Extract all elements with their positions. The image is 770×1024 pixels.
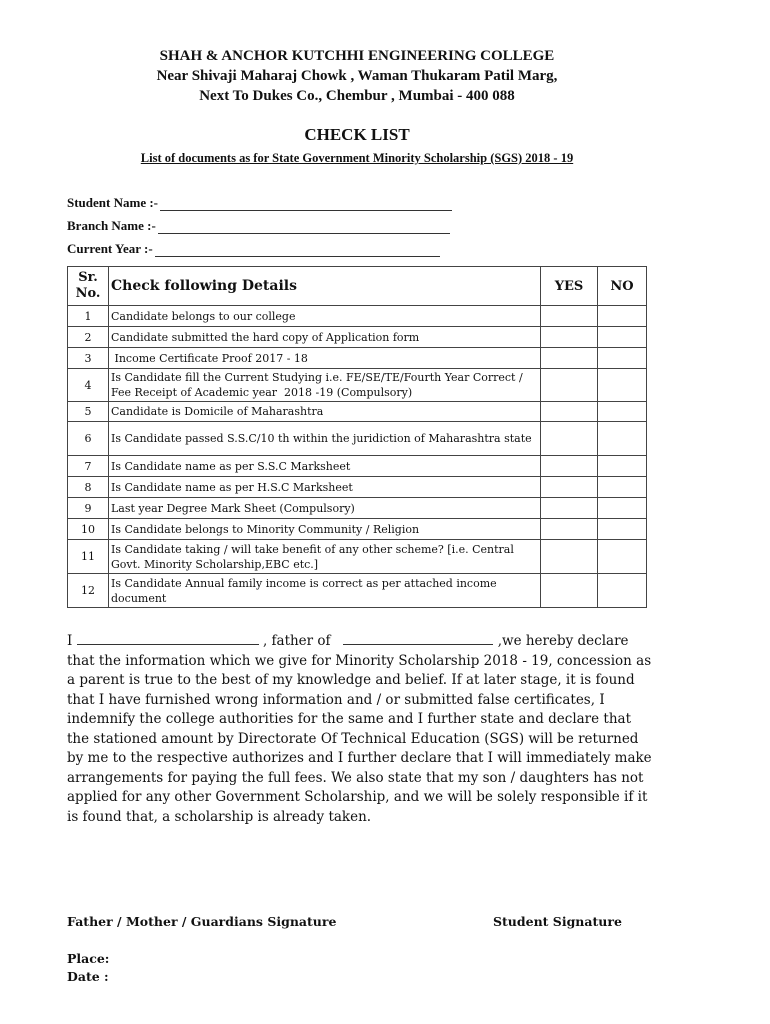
- table-row: [68, 402, 647, 422]
- no-checkbox-cell[interactable]: [598, 477, 647, 498]
- current-year-field[interactable]: [67, 234, 452, 257]
- table-row: [68, 369, 647, 402]
- no-checkbox-cell[interactable]: [598, 369, 647, 402]
- address-line-1: Near Shivaji Maharaj Chowk , Waman Thukaram Patil Marg,: [156, 68, 558, 84]
- row-detail: Is Candidate passed S.S.C/10 th within the juridiction of Maharashtra state: [109, 422, 541, 456]
- row-number: 9: [68, 498, 109, 519]
- guardian-signature-label: Father / Mother / Guardians Signature: [67, 914, 337, 929]
- row-detail: Candidate belongs to our college: [109, 306, 541, 327]
- no-checkbox-cell[interactable]: [598, 422, 647, 456]
- declarant-name-line[interactable]: [77, 631, 259, 645]
- date-label: Date :: [67, 969, 109, 984]
- row-detail: Last year Degree Mark Sheet (Compulsory): [109, 498, 541, 519]
- row-number: 12: [68, 574, 109, 608]
- yes-checkbox-cell[interactable]: [541, 574, 598, 608]
- yes-checkbox-cell[interactable]: [541, 348, 598, 369]
- page-subtitle: List of documents as for State Government Minority Scholarship (SGS) 2018 - 19: [140, 151, 574, 165]
- no-checkbox-cell[interactable]: [598, 456, 647, 477]
- college-header: [0, 46, 714, 106]
- row-number: 7: [68, 456, 109, 477]
- declaration-i: I: [67, 633, 73, 649]
- page-title: CHECK LIST: [304, 125, 410, 144]
- yes-checkbox-cell[interactable]: [541, 519, 598, 540]
- no-checkbox-cell[interactable]: [598, 306, 647, 327]
- row-number: 2: [68, 327, 109, 348]
- yes-checkbox-cell[interactable]: [541, 369, 598, 402]
- yes-checkbox-cell[interactable]: [541, 402, 598, 422]
- row-number: 1: [68, 306, 109, 327]
- row-detail: Is Candidate name as per H.S.C Marksheet: [109, 477, 541, 498]
- table-row: [68, 477, 647, 498]
- no-checkbox-cell[interactable]: [598, 348, 647, 369]
- row-number: 10: [68, 519, 109, 540]
- table-row: [68, 540, 647, 574]
- student-fields: [67, 188, 452, 257]
- row-detail: Is Candidate taking / will take benefit of any other scheme? [i.e. Central Govt. Minority Scholarship,EBC etc.]: [109, 540, 541, 574]
- row-detail: Is Candidate Annual family income is correct as per attached income document: [109, 574, 541, 608]
- branch-name-field[interactable]: [67, 211, 452, 234]
- no-checkbox-cell[interactable]: [598, 327, 647, 348]
- checklist-body: [68, 306, 647, 608]
- details-header: Check following Details: [109, 267, 541, 306]
- current-year-line[interactable]: [155, 242, 440, 257]
- table-row: [68, 422, 647, 456]
- declaration-we-hereby: ,we hereby declare: [497, 633, 629, 649]
- student-name-field[interactable]: [67, 188, 452, 211]
- address-line-2: Next To Dukes Co., Chembur , Mumbai - 400 088: [199, 88, 515, 104]
- student-name-label: Student Name :-: [67, 195, 158, 210]
- table-row: [68, 498, 647, 519]
- yes-checkbox-cell[interactable]: [541, 422, 598, 456]
- sr-no-header: Sr. No.: [68, 267, 109, 306]
- declaration-text: [67, 631, 657, 827]
- student-name-line[interactable]: [160, 196, 452, 211]
- no-checkbox-cell[interactable]: [598, 574, 647, 608]
- row-detail: Candidate submitted the hard copy of Application form: [109, 327, 541, 348]
- row-number: 4: [68, 369, 109, 402]
- row-number: 3: [68, 348, 109, 369]
- yes-checkbox-cell[interactable]: [541, 306, 598, 327]
- yes-header: YES: [541, 267, 598, 306]
- student-signature-label: Student Signature: [493, 914, 622, 929]
- table-row: [68, 519, 647, 540]
- checklist-table: [67, 266, 647, 608]
- row-detail: Is Candidate fill the Current Studying i.e. FE/SE/TE/Fourth Year Correct / Fee Receipt of Academic year 2018 -19 (Compulsory): [109, 369, 541, 402]
- row-detail: Candidate is Domicile of Maharashtra: [109, 402, 541, 422]
- yes-checkbox-cell[interactable]: [541, 498, 598, 519]
- row-detail: Income Certificate Proof 2017 - 18: [109, 348, 541, 369]
- declaration-body: that the information which we give for Minority Scholarship 2018 - 19, concession as a parent is true to the best of my knowledge and belief. If at later stage, it is found that I have furnished wrong information and / or submitted false certificates, I indemnify the college authorities for the same and I further state and declare that the stationed amount by Directorate Of Technical Education (SGS) will be returned by me to the respective authorizes and I further declare that I will immediately make arrangements for paying the full fees. We also state that my son / daughters has not applied for any other Government Scholarship, and we will be solely responsible if it is found that, a scholarship is already taken.: [67, 652, 652, 825]
- row-number: 5: [68, 402, 109, 422]
- place-label: Place:: [67, 951, 110, 966]
- yes-checkbox-cell[interactable]: [541, 477, 598, 498]
- no-header: NO: [598, 267, 647, 306]
- yes-checkbox-cell[interactable]: [541, 327, 598, 348]
- row-detail: Is Candidate belongs to Minority Community / Religion: [109, 519, 541, 540]
- table-row: [68, 348, 647, 369]
- row-detail: Is Candidate name as per S.S.C Marksheet: [109, 456, 541, 477]
- declaration-father-of: , father of: [262, 633, 331, 649]
- row-number: 6: [68, 422, 109, 456]
- no-checkbox-cell[interactable]: [598, 519, 647, 540]
- row-number: 8: [68, 477, 109, 498]
- current-year-label: Current Year :-: [67, 241, 153, 256]
- branch-name-line[interactable]: [158, 219, 450, 234]
- table-row: [68, 327, 647, 348]
- table-row: [68, 574, 647, 608]
- college-name: SHAH & ANCHOR KUTCHHI ENGINEERING COLLEGE: [159, 48, 555, 64]
- student-of-line[interactable]: [343, 631, 493, 645]
- no-checkbox-cell[interactable]: [598, 540, 647, 574]
- no-checkbox-cell[interactable]: [598, 402, 647, 422]
- no-checkbox-cell[interactable]: [598, 498, 647, 519]
- table-header-row: [68, 267, 647, 306]
- row-number: 11: [68, 540, 109, 574]
- yes-checkbox-cell[interactable]: [541, 456, 598, 477]
- place-date-block: [67, 950, 109, 986]
- table-row: [68, 456, 647, 477]
- yes-checkbox-cell[interactable]: [541, 540, 598, 574]
- table-row: [68, 306, 647, 327]
- branch-name-label: Branch Name :-: [67, 218, 156, 233]
